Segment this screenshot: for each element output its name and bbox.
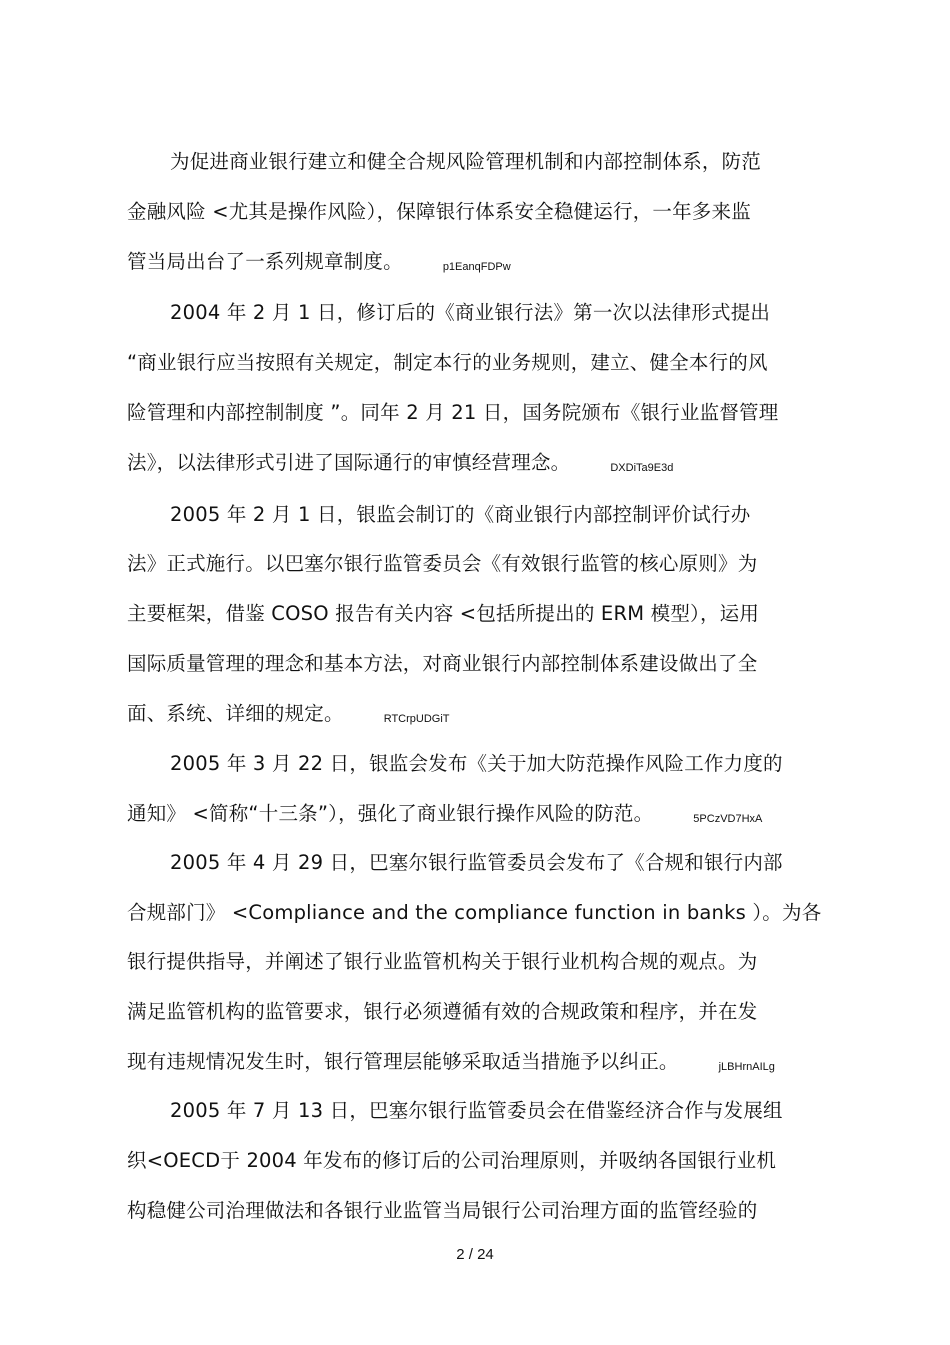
paragraph-line — [127, 1196, 757, 1226]
paragraph-first-line — [170, 848, 783, 878]
paragraph-text: 为促进商业银行建立和健全合规风险管理机制和内部控制体系，防范 — [170, 150, 762, 173]
paragraph-first-line — [170, 749, 783, 779]
paragraph-text: 2005 年 3 月 22 日，银监会发布《关于加大防范操作风险工作力度的 — [170, 752, 783, 775]
paragraph-line — [127, 599, 759, 629]
paragraph-text: “商业银行应当按照有关规定，制定本行的业务规则，建立、健全本行的风 — [127, 351, 768, 374]
page-number: 2 / 24 — [456, 1246, 494, 1263]
paragraph-code: jLBHrnAILg — [718, 1061, 775, 1073]
paragraph-text: 险管理和内部控制制度 ”。同年 2 月 21 日，国务院颁布《银行业监督管理 — [127, 401, 779, 424]
paragraph-first-line — [170, 298, 770, 328]
paragraph-line — [127, 1047, 775, 1077]
paragraph-first-line — [170, 500, 750, 530]
paragraph-line — [127, 997, 757, 1027]
paragraph-code: DXDiTa9E3d — [610, 462, 674, 474]
paragraph-first-line — [170, 147, 761, 177]
paragraph-text: 满足监管机构的监管要求，银行必须遵循有效的合规政策和程序，并在发 — [127, 1000, 758, 1023]
paragraph-text: 法》正式施行。以巴塞尔银行监管委员会《有效银行监管的核心原则》为 — [127, 552, 758, 575]
paragraph-text: 面、系统、详细的规定。 — [127, 702, 344, 725]
paragraph-line — [127, 799, 762, 829]
paragraph-text: 2004 年 2 月 1 日，修订后的《商业银行法》第一次以法律形式提出 — [170, 301, 771, 324]
paragraph-code: 5PCzVD7HxA — [693, 813, 763, 825]
paragraph-text: 国际质量管理的理念和基本方法，对商业银行内部控制体系建设做出了全 — [127, 652, 758, 675]
paragraph-text: 管当局出台了一系列规章制度。 — [127, 250, 403, 273]
paragraph-line — [127, 348, 768, 378]
paragraph-text: 通知》 <简称“十三条”），强化了商业银行操作风险的防范。 — [127, 802, 654, 825]
paragraph-line — [127, 947, 757, 977]
paragraph-text: 构稳健公司治理做法和各银行业监管当局银行公司治理方面的监管经验的 — [127, 1199, 758, 1222]
paragraph-text: 2005 年 4 月 29 日，巴塞尔银行监管委员会发布了《合规和银行内部 — [170, 851, 783, 874]
paragraph-text: 合规部门》 <Compliance and the compliance function in banks ）。为各 — [127, 901, 822, 924]
paragraph-text: 2005 年 2 月 1 日，银监会制订的《商业银行内部控制评价试行办 — [170, 503, 751, 526]
paragraph-line — [127, 197, 751, 227]
paragraph-line — [127, 247, 511, 277]
paragraph-code: p1EanqFDPw — [442, 261, 511, 273]
paragraph-code: RTCrpUDGiT — [383, 713, 450, 725]
paragraph-line — [127, 649, 757, 679]
paragraph-text: 银行提供指导，并阐述了银行业监管机构关于银行业机构合规的观点。为 — [127, 950, 758, 973]
paragraph-first-line — [170, 1096, 783, 1126]
paragraph-text: 现有违规情况发生时，银行管理层能够采取适当措施予以纠正。 — [127, 1050, 679, 1073]
paragraph-text: 主要框架，借鉴 COSO 报告有关内容 <包括所提出的 ERM 模型），运用 — [127, 602, 760, 625]
paragraph-line — [127, 448, 673, 478]
paragraph-line — [127, 549, 757, 579]
paragraph-line — [127, 699, 450, 729]
paragraph-line — [127, 898, 821, 928]
paragraph-text: 法》，以法律形式引进了国际通行的审慎经营理念。 — [127, 451, 571, 474]
paragraph-text: 织<OECD于 2004 年发布的修订后的公司治理原则，并吸纳各国银行业机 — [127, 1149, 777, 1172]
paragraph-line — [127, 398, 778, 428]
paragraph-text: 金融风险 <尤其是操作风险），保障银行体系安全稳健运行，一年多来监 — [127, 200, 751, 223]
paragraph-text: 2005 年 7 月 13 日，巴塞尔银行监管委员会在借鉴经济合作与发展组 — [170, 1099, 783, 1122]
paragraph-line — [127, 1146, 776, 1176]
